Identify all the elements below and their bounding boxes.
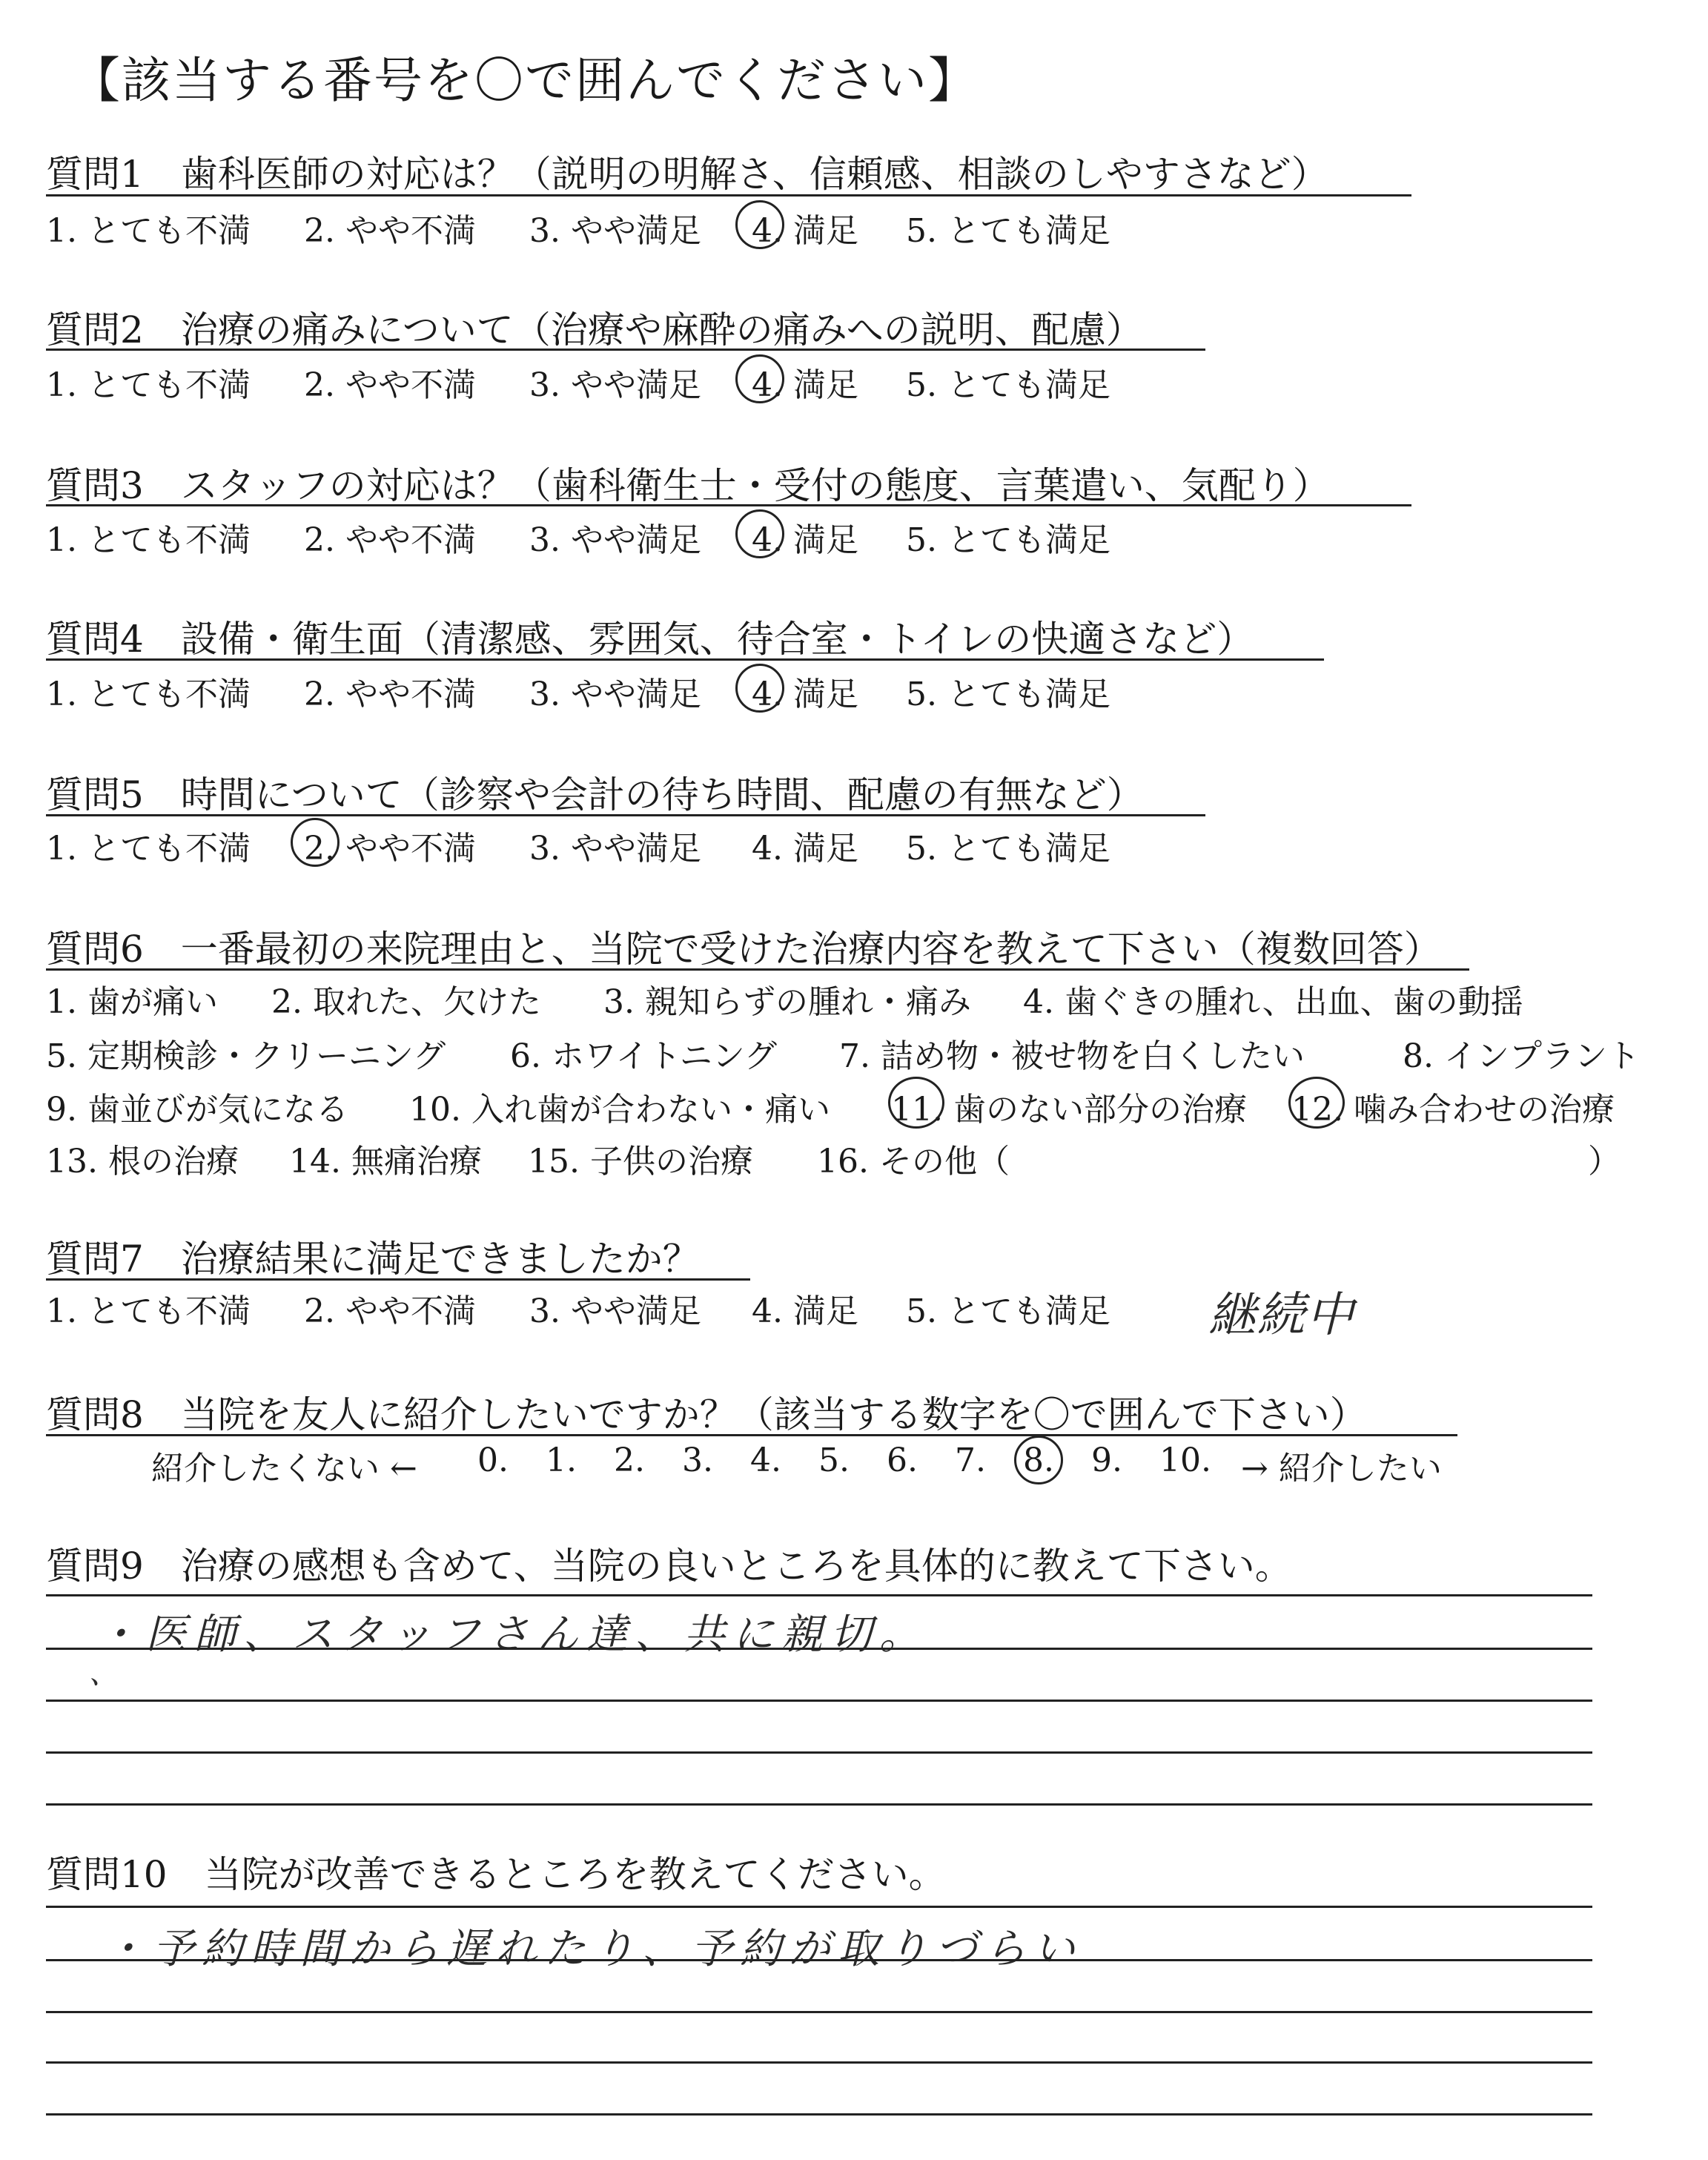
q10-writing-line-3 — [46, 2011, 1592, 2013]
q8-score-5[interactable]: 5. — [818, 1441, 850, 1479]
q1-option-2[interactable]: 2. やや不満 — [304, 212, 476, 250]
question-5-underline — [46, 814, 1205, 816]
q8-score-7[interactable]: 7. — [955, 1441, 986, 1479]
question-1-underline — [46, 194, 1411, 196]
question-1-title: 質問1 歯科医師の対応は？（説明の明解さ、信頼感、相談のしやすさなど） — [46, 153, 1328, 196]
q2-option-4[interactable]: 4. 満足 — [752, 366, 858, 404]
q8-score-4[interactable]: 4. — [750, 1441, 781, 1479]
question-6-title: 質問6 一番最初の来院理由と、当院で受けた治療内容を教えて下さい（複数回答） — [46, 928, 1441, 971]
q6-option-16[interactable]: 16. その他（ — [817, 1143, 1010, 1180]
q6-option-12[interactable]: 12. 噛み合わせの治療 — [1291, 1091, 1615, 1129]
q1-option-1[interactable]: 1. とても不満 — [46, 212, 251, 250]
q3-option-1[interactable]: 1. とても不満 — [46, 521, 251, 559]
q9-writing-line-2 — [46, 1648, 1592, 1650]
q5-option-3[interactable]: 3. やや満足 — [529, 830, 701, 868]
q6-option-8[interactable]: 8. インプラント — [1403, 1037, 1640, 1075]
q6-option-13[interactable]: 13. 根の治療 — [46, 1143, 239, 1180]
q9-writing-line-4 — [46, 1751, 1592, 1754]
question-4-title: 質問4 設備・衛生面（清潔感、雰囲気、待合室・トイレの快適さなど） — [46, 618, 1254, 661]
q9-handwritten-line-1: ・医師、スタッフさん達、共に親切。 — [96, 1611, 928, 1659]
q3-option-3[interactable]: 3. やや満足 — [529, 521, 701, 559]
q9-handwritten-line-2: 、 — [89, 1657, 126, 1691]
q7-option-5[interactable]: 5. とても満足 — [906, 1292, 1110, 1330]
question-5-title: 質問5 時間について（診察や会計の待ち時間、配慮の有無など） — [46, 773, 1144, 816]
q10-handwritten-line-1: ・予約時間から遅れたり、予約が取りづらい — [104, 1925, 1082, 1973]
q5-option-5[interactable]: 5. とても満足 — [906, 830, 1110, 868]
q3-option-2[interactable]: 2. やや不満 — [304, 521, 476, 559]
question-3-title: 質問3 スタッフの対応は？（歯科衛生士・受付の態度、言葉遣い、気配り） — [46, 464, 1330, 507]
q1-option-4[interactable]: 4. 満足 — [752, 212, 858, 250]
q8-score-2[interactable]: 2. — [614, 1441, 645, 1479]
question-7-title: 質問7 治療結果に満足できましたか？ — [46, 1238, 700, 1281]
q2-option-5[interactable]: 5. とても満足 — [906, 366, 1110, 404]
question-2-underline — [46, 349, 1205, 351]
q10-writing-line-2 — [46, 1959, 1592, 1961]
question-4-underline — [46, 658, 1324, 661]
q8-score-10[interactable]: 10. — [1159, 1441, 1211, 1479]
q4-option-5[interactable]: 5. とても満足 — [906, 676, 1110, 713]
q8-left-label: 紹介したくない ← — [151, 1450, 417, 1487]
q5-option-1[interactable]: 1. とても不満 — [46, 830, 251, 868]
q8-score-1[interactable]: 1. — [546, 1441, 577, 1479]
q6-option-9[interactable]: 9. 歯並びが気になる — [46, 1091, 348, 1129]
q7-option-4[interactable]: 4. 満足 — [752, 1292, 858, 1330]
question-2-title: 質問2 治療の痛みについて（治療や麻酔の痛みへの説明、配慮） — [46, 308, 1143, 351]
q7-option-2[interactable]: 2. やや不満 — [304, 1292, 476, 1330]
q6-option-5[interactable]: 5. 定期検診・クリーニング — [46, 1037, 446, 1075]
q8-score-3[interactable]: 3. — [682, 1441, 713, 1479]
form-header: 【該当する番号を〇で囲んでください】 — [71, 52, 979, 109]
q2-option-1[interactable]: 1. とても不満 — [46, 366, 251, 404]
q4-option-3[interactable]: 3. やや満足 — [529, 676, 701, 713]
q7-option-3[interactable]: 3. やや満足 — [529, 1292, 701, 1330]
q4-option-2[interactable]: 2. やや不満 — [304, 676, 476, 713]
q7-option-1[interactable]: 1. とても不満 — [46, 1292, 251, 1330]
q8-score-6[interactable]: 6. — [887, 1441, 918, 1479]
question-10-title: 質問10 当院が改善できるところを教えてください。 — [46, 1853, 946, 1896]
q6-option-6[interactable]: 6. ホワイトニング — [510, 1037, 778, 1075]
question-7-underline — [46, 1278, 750, 1281]
q9-writing-line-3 — [46, 1700, 1592, 1702]
q4-option-1[interactable]: 1. とても不満 — [46, 676, 251, 713]
q2-option-2[interactable]: 2. やや不満 — [304, 366, 476, 404]
question-8-title: 質問8 当院を友人に紹介したいですか？（該当する数字を〇で囲んで下さい） — [46, 1393, 1367, 1436]
q6-option-16-close: ） — [1588, 1143, 1621, 1180]
q5-option-4[interactable]: 4. 満足 — [752, 830, 858, 868]
q8-score-0[interactable]: 0. — [477, 1441, 509, 1479]
q6-option-2[interactable]: 2. 取れた、欠けた — [271, 983, 541, 1021]
q6-option-15[interactable]: 15. 子供の治療 — [528, 1143, 753, 1180]
q8-score-8[interactable]: 8. — [1023, 1441, 1054, 1479]
q6-option-14[interactable]: 14. 無痛治療 — [289, 1143, 482, 1180]
q8-score-9[interactable]: 9. — [1091, 1441, 1122, 1479]
q1-option-5[interactable]: 5. とても満足 — [906, 212, 1110, 250]
q8-right-label: → 紹介したい — [1241, 1450, 1442, 1487]
q6-option-4[interactable]: 4. 歯ぐきの腫れ、出血、歯の動揺 — [1023, 983, 1523, 1021]
q3-option-5[interactable]: 5. とても満足 — [906, 521, 1110, 559]
q10-writing-line-1 — [46, 1906, 1592, 1908]
q10-writing-line-5 — [46, 2113, 1592, 2116]
q9-writing-line-1 — [46, 1594, 1592, 1596]
q7-handwritten-note: 継続中 — [1208, 1288, 1355, 1343]
q9-writing-line-5 — [46, 1803, 1592, 1806]
question-9-title: 質問9 治療の感想も含めて、当院の良いところを具体的に教えて下さい。 — [46, 1545, 1292, 1588]
q6-option-1[interactable]: 1. 歯が痛い — [46, 983, 218, 1021]
q10-writing-line-4 — [46, 2061, 1592, 2064]
q2-option-3[interactable]: 3. やや満足 — [529, 366, 701, 404]
q3-option-4[interactable]: 4. 満足 — [752, 521, 858, 559]
q5-option-2[interactable]: 2. やや不満 — [304, 830, 476, 868]
q6-option-7[interactable]: 7. 詰め物・被せ物を白くしたい — [839, 1037, 1305, 1075]
question-6-underline — [46, 968, 1469, 971]
question-8-underline — [46, 1434, 1457, 1436]
q6-option-11[interactable]: 11. 歯のない部分の治療 — [891, 1091, 1247, 1129]
q6-option-3[interactable]: 3. 親知らずの腫れ・痛み — [603, 983, 971, 1021]
q1-option-3[interactable]: 3. やや満足 — [529, 212, 701, 250]
q4-option-4[interactable]: 4. 満足 — [752, 676, 858, 713]
q6-option-10[interactable]: 10. 入れ歯が合わない・痛い — [409, 1091, 830, 1129]
question-3-underline — [46, 504, 1411, 506]
